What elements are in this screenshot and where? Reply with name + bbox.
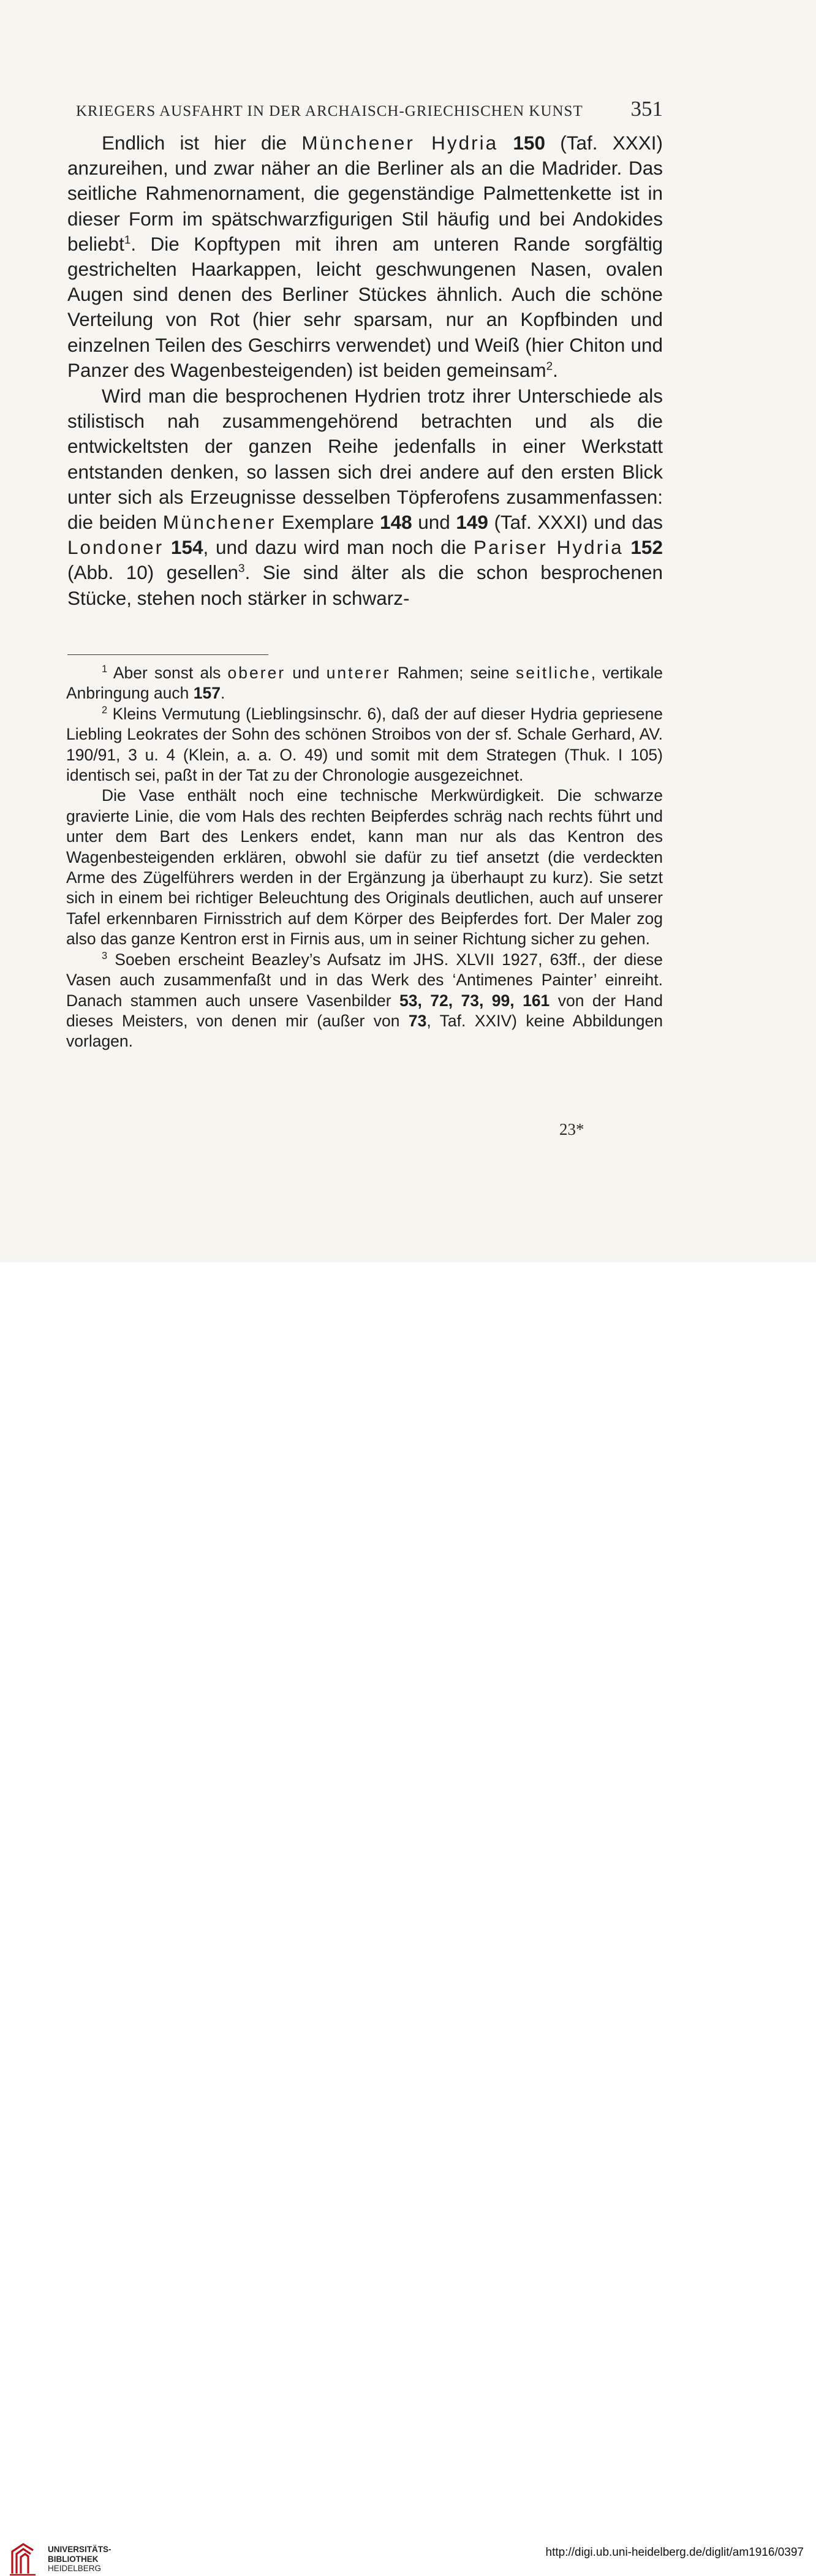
text-run: und: [412, 511, 456, 534]
footnote-marker: 1: [102, 664, 108, 675]
spaced-name: Münchener: [162, 511, 276, 534]
library-name-line: BIBLIOTHEK: [48, 2554, 99, 2564]
library-name-line: UNIVERSITÄTS-: [48, 2545, 111, 2554]
text-run: .: [553, 358, 558, 381]
text-run: .: [220, 684, 225, 703]
footnote-ref-1[interactable]: 1: [124, 233, 131, 247]
catalogue-number: 152: [630, 536, 663, 559]
footnote-2-continuation: Die Vase enthält noch eine technische Merkwürdigkeit. Die schwarze gravierte Linie, die vom Hals des rechten Beipferdes schräg nach rechts führt und unter dem Bart des Lenkers endet, kann man nur als das Kentron des Wagenbesteigenden erklären, obwohl sie dafür zu tief ansetzt (die verdeckten Arme des Zügelführers werden in der Ergänzung ja überhaupt zu kurz). Sie setzt sich in einem bei richtiger Beleuchtung des Originals deutlichen, auch auf unserer Tafel erkennbaren Firnisstrich auf dem Körper des Beipferdes fort. Der Maler zog also das ganze Kentron erst in Firnis aus, um in seiner Richtung sicher zu gehen.: [66, 786, 663, 949]
spaced-word: seitliche: [516, 664, 591, 682]
catalogue-number: 150: [513, 132, 545, 154]
page-header: [76, 97, 663, 121]
spaced-word: oberer: [227, 664, 286, 682]
text-run: (Taf. XXXI) und das: [488, 511, 663, 534]
text-run: (Taf. XXXI) anzureihen, und zwar näher an die Berliner als an die Madrider. Das seitliche Rahmenornament, die gegenständige Palmettenkette ist in dieser Form im spätschwarzfigurigen Stil häufig und bei Andokides beliebt: [67, 132, 663, 255]
viewer-footer: [0, 1262, 816, 2573]
footnote-divider: [67, 654, 268, 655]
text-run: Aber sonst als: [107, 664, 228, 682]
paragraph-2: [67, 384, 663, 611]
footnote-ref-2[interactable]: 2: [546, 360, 553, 373]
text-run: Kleins Vermutung (Lieblingsinschr. 6), daß der auf dieser Hydria gepriesene Liebling Leokrates der Sohn des schönen Stroibos von der sf. Schale Gerhard, AV. 190/91, 3 u. 4 (Klein, a. a. O. 49) und somit mit dem Strategen (Thuk. I 105) identisch sei, paßt in der Tat zu der Chronologie ausgezeichnet.: [66, 704, 663, 785]
text-run: Exemplare: [276, 511, 380, 534]
spaced-name: Londoner: [67, 536, 164, 559]
footnote-ref-3[interactable]: 3: [238, 562, 245, 575]
text-run: , vertikale Anbringung auch: [66, 664, 663, 703]
text-run: . Die Kopftypen mit ihren am unteren Rande sorgfältig gestrichelten Haarkappen, leicht geschwungenen Nasen, ovalen Augen sind denen des Berliner Stückes ähnlich. Auch die schöne Verteilung von Rot (hier sehr sparsam, nur an Kopfbinden und einzelnen Teilen des Geschirrs verwendet) und Weiß (hier Chiton und Panzer des Wagenbesteigenden) ist beiden gemeinsam: [67, 232, 663, 381]
footnote-3: [66, 950, 663, 1052]
text-run: Soeben erscheint Beazley’s Aufsatz im JHS. XLVII 1927, 63ff., der diese Vasen auch zusammenfaßt und in das Werk des ‘Antimenes Painter’ einreiht. Danach stammen auch unsere Vasenbilder: [66, 950, 663, 1010]
text-run: , und dazu wird man noch die: [203, 536, 474, 559]
main-text: [67, 131, 663, 611]
text-run: Wird man die besprochenen Hydrien trotz ihrer Unterschiede als stilistisch nah zusammengehörend betrachten und als die entwickeltsten der ganzen Reihe jedenfalls in einer Werkstatt entstanden denken, so lassen sich drei andere auf den ersten Blick unter sich als Erzeugnisse desselben Töpferofens zusammenfassen: die beiden: [67, 385, 663, 534]
running-head: KRIEGERS AUSFAHRT IN DER ARCHAISCH-GRIECHISCHEN KUNST: [76, 103, 583, 119]
library-name-line: HEIDELBERG: [48, 2564, 102, 2573]
spaced-word: unterer: [326, 664, 391, 682]
printer-signature: 23*: [559, 1120, 584, 1138]
text-run: Rahmen; seine: [390, 664, 516, 682]
catalogue-number: 149: [456, 511, 488, 534]
footnote-marker: 3: [102, 950, 108, 961]
footnote-2: [66, 704, 663, 786]
text-run: Endlich ist hier die: [102, 132, 302, 154]
scanned-page: [0, 0, 816, 1262]
text-run: , Taf. XXIV) keine Abbildungen vorlagen.: [66, 1011, 663, 1051]
text-run: und: [285, 664, 327, 682]
footnote-marker: 2: [102, 704, 108, 716]
catalogue-number: 157: [193, 684, 221, 703]
text-run: von der Hand dieses Meisters, von denen mir (außer von: [66, 991, 663, 1030]
paragraph-1: [67, 131, 663, 383]
footnote-1: [66, 663, 663, 704]
library-name[interactable]: [48, 2545, 111, 2574]
spaced-name: Münchener Hydria: [301, 132, 499, 154]
footnotes: [66, 663, 663, 1052]
catalogue-number: 73: [408, 1011, 427, 1030]
catalogue-number: 154: [170, 536, 203, 559]
text-run: (Abb. 10) gesellen: [67, 561, 239, 584]
catalogue-number: 148: [380, 511, 412, 534]
text-run: [164, 536, 171, 558]
text-run: . Sie sind älter als die schon besprochenen Stücke, stehen noch stärker in schwarz-: [67, 561, 663, 609]
source-url-link[interactable]: http://digi.ub.uni-heidelberg.de/diglit/am1916/0397: [545, 2546, 804, 2559]
text-run: [624, 536, 631, 558]
page-number: 351: [630, 97, 663, 121]
university-library-logo-icon[interactable]: [9, 2540, 37, 2576]
spaced-name: Pariser Hydria: [474, 536, 624, 559]
catalogue-number: 53, 72, 73, 99, 161: [399, 991, 550, 1010]
